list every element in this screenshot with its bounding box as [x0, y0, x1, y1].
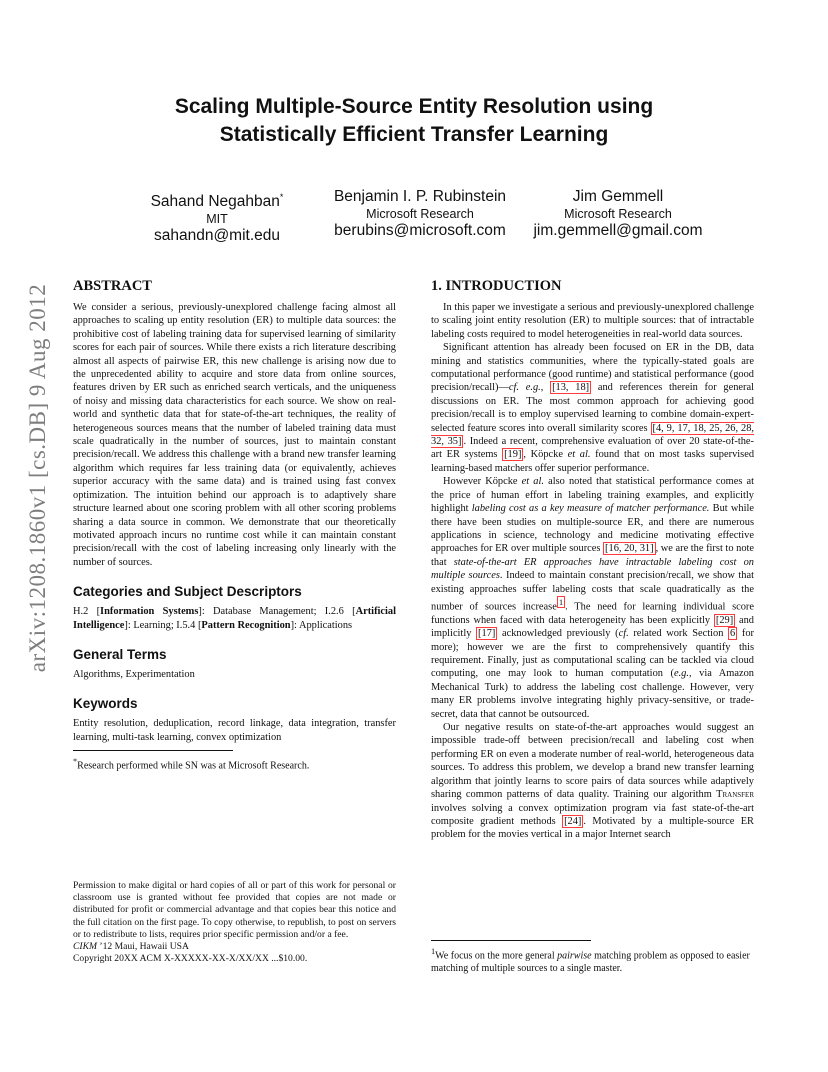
left-column: [73, 276, 396, 772]
categories-text: H.2 [Information Systems]: Database Management; I.2.6 [Artificial Intelligence]: Learning; I.5.4 [Pattern Recognition]: Applications: [73, 606, 396, 631]
footnote-link[interactable]: 1: [558, 596, 564, 607]
author-affiliation: Microsoft Research: [564, 207, 672, 221]
intro-paragraph-4: Our negative results on state-of-the-art approaches would suggest an impossible trade-off between precision/recall and labeling cost when performing ER on even a moderate number of real-world, heterogeneous data sources. To address this problem, we develop a brand new transfer learning algorithm that jointly learns to score pairs of data sources while adaptively sharing common patterns of data quality. Training our algorithm Transfer involves solving a convex optimization program via fast state-of-the-art composite gradient methods [24] . Motivated by a multiple-source ER problem for the movies vertical in a major Internet search: [431, 722, 754, 841]
citation-link[interactable]: [19]: [504, 449, 522, 461]
author-email: berubins@microsoft.com: [334, 222, 506, 239]
author-email: sahandn@mit.edu: [153, 227, 281, 245]
citation-link[interactable]: [4, 9, 17, 18, 25, 26, 28, 32, 35]: [431, 422, 754, 448]
author-email: jim.gemmell@gmail.com: [533, 222, 703, 239]
author-1: [137, 187, 297, 245]
categories-heading: Categories and Subject Descriptors: [73, 584, 302, 600]
author-mark: *: [279, 192, 284, 202]
keywords-text: Entity resolution, deduplication, record linkage, data integration, transfer learning, multi-task learning, convex optimization: [73, 718, 396, 743]
citation-link[interactable]: [24]: [564, 815, 582, 827]
section-link[interactable]: 6: [730, 628, 736, 640]
citation-link[interactable]: [29]: [715, 614, 734, 626]
citation-link[interactable]: [13, 18]: [552, 382, 590, 394]
abstract-heading: ABSTRACT: [73, 278, 152, 294]
general-terms-text: Algorithms, Experimentation: [73, 668, 195, 680]
general-terms-heading: General Terms: [73, 646, 167, 662]
citation-link[interactable]: [17]: [478, 628, 496, 640]
right-column: [431, 276, 754, 842]
title-line-2: Statistically Efficient Transfer Learning: [219, 123, 609, 146]
copyright-line: Copyright 20XX ACM X-XXXXX-XX-X/XX/XX ...$10.00.: [73, 953, 308, 965]
intro-paragraph-2: Significant attention has already been focused on ER in the DB, data mining and statistics communities, where the typically-stated goals are computational performance (good runtime) and statistical performance (good precision/recall)—cf. e.g., [13, 18] and references therein for general discussions on ER. The most common approach for achieving good precision/recall is to employ supervised learning to combine domain-expert-selected feature scores into overall similarity scores [4, 9, 17, 18, 25, 26, 28, 32, 35] . Indeed a recent, comprehensive evaluation of over 20 state-of-the-art ER systems [19] , Köpcke et al. found that on most tasks supervised learning-based matchers offer superior performance.: [431, 342, 755, 474]
permission-notice: [73, 880, 396, 965]
intro-paragraph-3: However Köpcke et al. also noted that statistical performance comes at the price of human effort in labeling training examples, and explicitly highlight labeling cost as a key measure of matcher performance. But while there have been studies on multiple-source ER, and there are numerous applications in science, technology and medicine motivating effective approaches for ER over multiple sources [16, 20, 31] , we are the first to note that state-of-the-art ER approaches have intractable labeling cost on multiple sources. Indeed to maintain constant precision/recall, we show that existing approaches suffer labeling costs that scale quadratically as the number of sources increase $^1$ . The need for learning individual score functions when faced with data heterogeneity has been explicitly [29] and implicitly [17] acknowledged previously (cf. related work Section 6 for more); however we are the first to comprehensively quantify this requirement. Finally, just as computational scaling can be tackled via cloud computing, one may look to human computation (e.g., via Amazon Mechanical Turk) to address the labeling cost challenge. However, very many ER problems involve integrating highly privacy-sensitive, or trade-secret, data that cannot be outsourced.: [431, 476, 755, 720]
arxiv-identifier: arXiv:1208.1860v1 [cs.DB] 9 Aug 2012: [25, 283, 50, 673]
author-footnote: *Research performed while SN was at Microsoft Research.: [73, 757, 310, 772]
footnote-rule: [431, 940, 591, 941]
author-2: [322, 187, 518, 240]
permission-text: Permission to make digital or hard copies of all or part of this work for personal or classroom use is granted without fee provided that copies are not made or distributed for profit or commercial advantage and that copies bear this notice and the full citation on the first page. To copy otherwise, to republish, to post on servers or to redistribute to lists, requires prior specific permission and/or a fee.: [73, 880, 396, 940]
title-line-1: Scaling Multiple-Source Entity Resolution using: [174, 95, 654, 118]
intro-paragraph-1: In this paper we investigate a serious and previously-unexplored challenge to scaling joint entity resolution (ER) to multiple sources: that of intractable labeling costs required to model heterogeneities in real-world data sources.: [431, 302, 754, 340]
author-name: Sahand Negahban: [150, 193, 280, 211]
author-3: [524, 187, 712, 240]
author-affiliation: MIT: [206, 212, 228, 227]
keywords-heading: Keywords: [73, 696, 138, 712]
abstract-text: We consider a serious, previously-unexplored challenge facing almost all approaches to scaling up entity resolution (ER) to multiple data sources: the prohibitive cost of labeling training data for supervised learning of similarity scores for each pair of sources. While there exists a rich literature describing almost all aspects of pairwise ER, this new challenge is arising now due to the unprecedented ability to acquire and store data from online sources, features driven by ER such as enriched search verticals, and the uniqueness of noisy and missing data characteristics for each source. We show on real-world and synthetic data that for state-of-the-art techniques, the reality of heterogeneous sources means that the number of labeled training data must scale quadratically in the number of sources, just to maintain constant precision/recall. We address this challenge with a brand new transfer learning algorithm which requires far less training data (or equivalently, achieves superior accuracy with the same data) and is trained using fast convex optimization. The intuition behind our approach is to adaptively share structure learned about one scoring problem with all other scoring problems sharing a data source in common. We demonstrate that our theoretically motivated approach incurs no runtime cost while it can maintain constant precision/recall with the cost of labeling increasing only linearly with the number of sources.: [73, 302, 396, 568]
venue-line: CIKM ’12 Maui, Hawaii USA: [73, 941, 189, 953]
footnote-text: $^1$We focus on the more general pairwise matching problem as opposed to easier matching of multiple sources to a single master.: [431, 947, 750, 975]
citation-link[interactable]: [16, 20, 31]: [605, 543, 654, 555]
footnote-rule: [73, 750, 233, 751]
introduction-heading: 1. INTRODUCTION: [431, 278, 562, 294]
author-name: Benjamin I. P. Rubinstein: [333, 188, 507, 205]
intro-footnote: [431, 940, 754, 975]
paper-title: [100, 93, 728, 149]
author-affiliation: Microsoft Research: [366, 207, 474, 221]
author-name: Jim Gemmell: [572, 188, 664, 205]
